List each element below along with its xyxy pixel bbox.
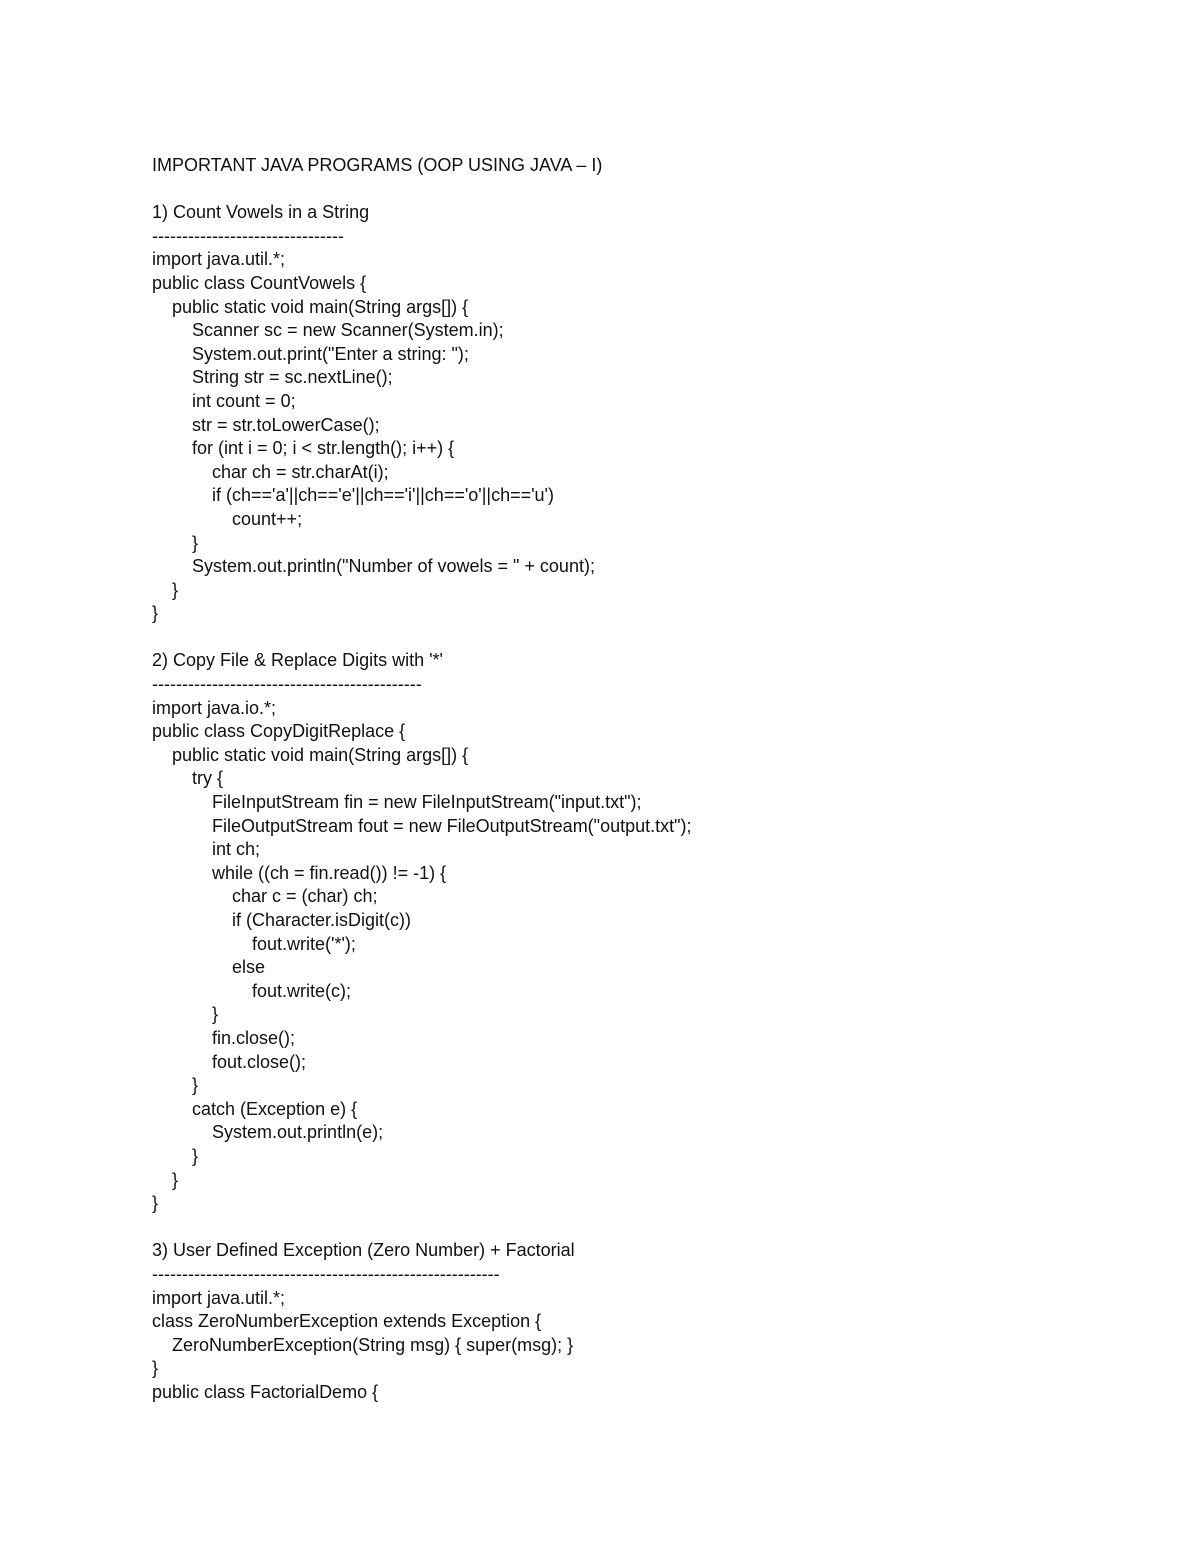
code-line: }: [152, 603, 159, 624]
spacer: [152, 178, 1152, 202]
section-copy-file: [152, 649, 1152, 1215]
code-line: int ch;: [152, 839, 261, 860]
code-line: str = str.toLowerCase();: [152, 414, 380, 435]
document-title: IMPORTANT JAVA PROGRAMS (OOP USING JAVA – I): [152, 155, 603, 175]
code-line: fout.write('*');: [152, 933, 356, 954]
code-line: char ch = str.charAt(i);: [152, 461, 389, 482]
section-divider: ---------------------------------------------: [152, 674, 422, 695]
code-line: public class FactorialDemo {: [152, 1381, 379, 1402]
code-line: catch (Exception e) {: [152, 1098, 358, 1119]
code-line: System.out.print("Enter a string: ");: [152, 343, 469, 364]
spacer: [152, 626, 1152, 650]
code-line: fout.write(c);: [152, 980, 352, 1001]
section-heading: 3) User Defined Exception (Zero Number) + Factorial: [152, 1240, 575, 1261]
code-line: char c = (char) ch;: [152, 886, 378, 907]
code-line: }: [152, 1358, 159, 1379]
code-line: String str = sc.nextLine();: [152, 367, 393, 388]
code-line: public static void main(String args[]) {: [152, 296, 469, 317]
code-line: ZeroNumberException(String msg) { super(msg); }: [152, 1334, 574, 1355]
section-heading: 2) Copy File & Replace Digits with '*': [152, 650, 443, 671]
code-line: }: [152, 1169, 179, 1190]
code-line: }: [152, 579, 179, 600]
code-line: if (ch=='a'||ch=='e'||ch=='i'||ch=='o'||ch=='u'): [152, 485, 554, 506]
code-line: System.out.println("Number of vowels = " + count);: [152, 556, 595, 577]
code-block: [152, 248, 1152, 626]
code-line: FileInputStream fin = new FileInputStream("input.txt");: [152, 792, 642, 813]
section-user-exception: [152, 1239, 1152, 1404]
code-line: count++;: [152, 508, 303, 529]
code-line: System.out.println(e);: [152, 1122, 384, 1143]
code-line: Scanner sc = new Scanner(System.in);: [152, 320, 504, 341]
code-line: import java.util.*;: [152, 249, 286, 270]
code-line: while ((ch = fin.read()) != -1) {: [152, 862, 447, 883]
code-line: }: [152, 1075, 199, 1096]
code-line: }: [152, 1004, 219, 1025]
code-line: fin.close();: [152, 1027, 296, 1048]
code-block: [152, 697, 1152, 1216]
section-heading: 1) Count Vowels in a String: [152, 202, 370, 223]
code-line: import java.io.*;: [152, 697, 277, 718]
code-line: try {: [152, 768, 224, 789]
spacer: [152, 1216, 1152, 1240]
code-block: [152, 1287, 1152, 1405]
code-line: public static void main(String args[]) {: [152, 744, 469, 765]
document-content: [152, 154, 1152, 1404]
code-line: public class CopyDigitReplace {: [152, 721, 406, 742]
code-line: fout.close();: [152, 1051, 307, 1072]
code-line: for (int i = 0; i < str.length(); i++) {: [152, 438, 455, 459]
code-line: }: [152, 1193, 159, 1214]
code-line: public class CountVowels {: [152, 272, 367, 293]
code-line: import java.util.*;: [152, 1287, 286, 1308]
code-line: class ZeroNumberException extends Exception {: [152, 1311, 542, 1332]
code-line: else: [152, 957, 266, 978]
code-line: }: [152, 1145, 199, 1166]
section-divider: ----------------------------------------------------------: [152, 1263, 500, 1284]
code-line: FileOutputStream fout = new FileOutputStream("output.txt");: [152, 815, 692, 836]
section-count-vowels: [152, 201, 1152, 626]
code-line: }: [152, 532, 199, 553]
section-divider: --------------------------------: [152, 225, 344, 246]
code-line: int count = 0;: [152, 390, 296, 411]
code-line: if (Character.isDigit(c)): [152, 910, 412, 930]
